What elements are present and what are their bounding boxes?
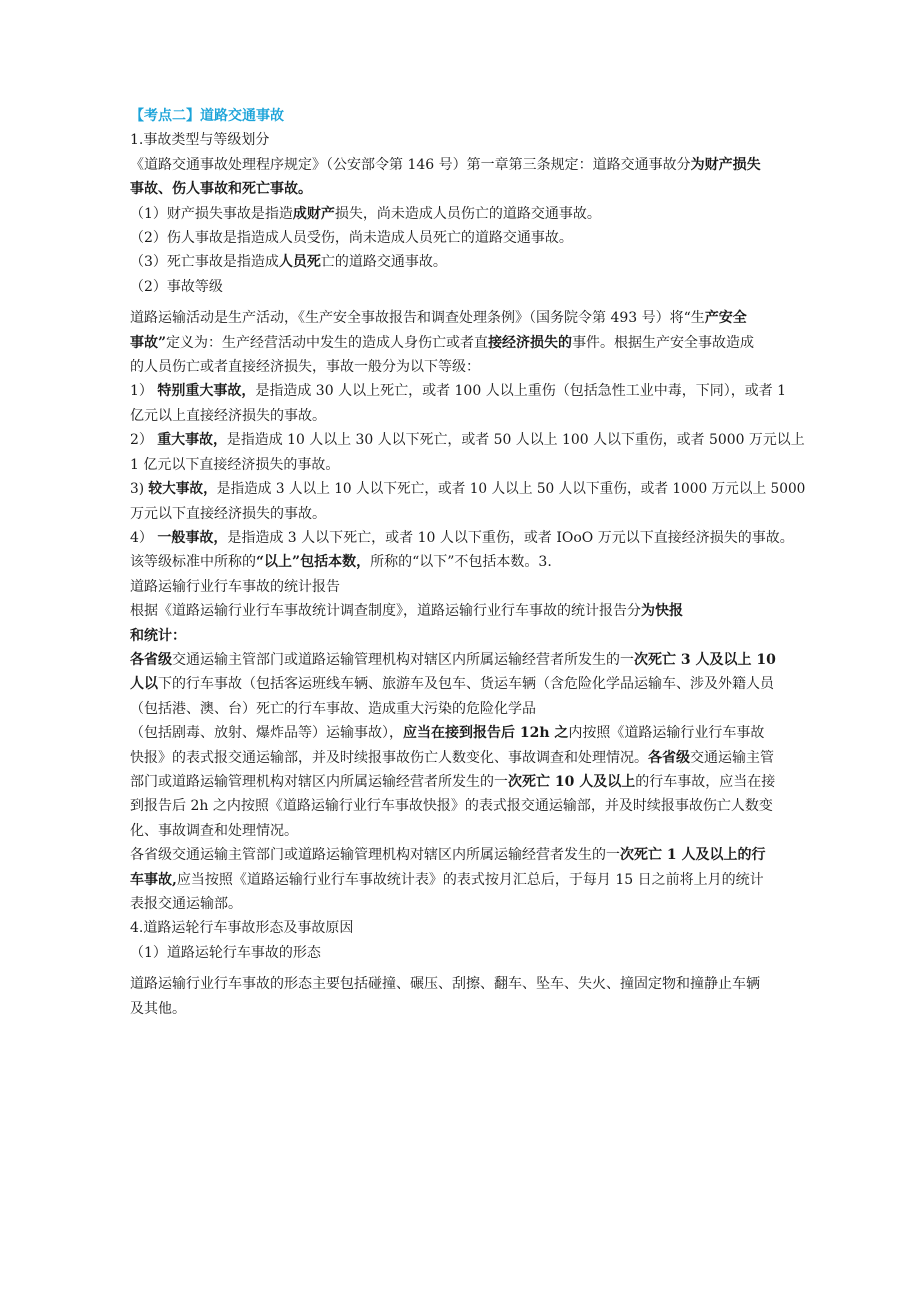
bold-text: 和统计： — [130, 627, 186, 644]
text-segment: 根据《道路运输行业行车事故统计调查制度》，道路运输行业行车事故的统计报告分 — [130, 603, 641, 620]
bold-text: 产安全 — [704, 310, 747, 327]
bold-text: 事故、伤人事故和死亡事故。 — [130, 181, 312, 198]
text-line — [130, 202, 805, 226]
text-segment: 是指造成 3 人以下死亡，或者 10 人以下重伤，或者 IOoO 万元以下直接经济损失的事故。 — [227, 529, 794, 546]
bold-text: 人员死 — [278, 254, 321, 271]
text-line — [130, 526, 805, 550]
text-segment: 所称的“以下”不包括本数。3. — [370, 554, 552, 571]
text-line — [130, 892, 805, 916]
text-line — [130, 250, 805, 274]
text-line — [130, 819, 805, 843]
bold-text: 一般事故， — [157, 529, 228, 546]
text-line — [130, 177, 805, 201]
text-line — [130, 746, 805, 770]
text-line — [130, 128, 805, 152]
text-line — [130, 868, 805, 892]
text-segment: 3) — [130, 481, 149, 498]
text-line — [130, 575, 805, 599]
text-segment: （2）伤人事故是指造成人员受伤，尚未造成人员死亡的道路交通事故。 — [130, 230, 573, 247]
text-segment: 1.事故类型与等级划分 — [130, 132, 270, 149]
text-line — [130, 453, 805, 477]
bold-text: 次死亡 3 人及以上 10 — [634, 651, 776, 668]
bold-text: 次死亡 10 人及以上 — [508, 773, 636, 790]
text-line — [130, 550, 805, 574]
text-segment: 《道路交通事故处理程序规定》（公安部令第 146 号）第一章第三条规定：道路交通事故分 — [130, 156, 691, 173]
text-line — [130, 997, 805, 1021]
text-segment: （2）事故等级 — [130, 278, 223, 295]
text-line — [130, 624, 805, 648]
bold-text: 各省级 — [648, 749, 690, 766]
text-segment: 部门或道路运输管理机构对辖区内所属运输经营者所发生的一 — [130, 773, 508, 790]
text-segment: 应当按照《道路运输行业行车事故统计表》的表式按月汇总后，于每月 15 日之前将上月的统计 — [176, 871, 764, 888]
bold-text: 成财产 — [292, 205, 335, 222]
text-segment: 1） — [130, 383, 158, 400]
text-segment: 是指造成 10 人以上 30 人以下死亡，或者 50 人以上 100 人以下重伤，或者 5000 万元以上 — [226, 432, 805, 449]
text-segment: 交通运输主管部门或道路运输管理机构对辖区内所属运输经营者所发生的一 — [172, 651, 634, 668]
text-segment: 亿元以上直接经济损失的事故。 — [130, 407, 326, 424]
text-line — [130, 599, 805, 623]
text-segment: 是指造成 3 人以上 10 人以下死亡，或者 10 人以上 50 人以下重伤，或者 1000 万元以上 5000 — [216, 481, 806, 498]
text-line — [130, 226, 805, 250]
text-segment: 及其他。 — [130, 1000, 186, 1017]
text-segment: 化、事故调查和处理情况。 — [130, 822, 298, 839]
text-segment: 交通运输主管 — [690, 749, 774, 766]
bold-text: 较大事故， — [148, 481, 217, 498]
bold-text: 事故” — [130, 334, 167, 351]
bold-text: 接经济损失的 — [488, 334, 573, 351]
text-line — [130, 331, 805, 355]
text-line — [130, 721, 805, 745]
text-line — [130, 306, 805, 330]
text-segment: （包括剧毒、放射、爆炸品等）运输事故）， — [130, 725, 403, 742]
text-segment: 2） — [130, 432, 158, 449]
text-segment: 是指造成 30 人以上死亡，或者 100 人以上重伤（包括急性工业中毒，下同），或者 1 — [255, 383, 787, 400]
bold-text: “以上”包括本数， — [256, 554, 371, 571]
text-segment: （1）道路运轮行车事故的形态 — [130, 944, 321, 961]
text-line — [130, 379, 805, 403]
text-line — [130, 404, 805, 428]
text-line — [130, 794, 805, 818]
text-segment: （包括港、澳、台）死亡的行车事故、造成重大污染的危险化学品 — [130, 700, 536, 717]
bold-text: 应当在接到报告后 12h 之 — [403, 725, 569, 742]
text-line — [130, 972, 805, 996]
text-segment: 道路运输行业行车事故的形态主要包括碰撞、碾压、刮擦、翻车、坠车、失火、撞固定物和撞静止车辆 — [130, 976, 760, 993]
bold-text: 人以 — [130, 676, 158, 693]
text-line — [130, 477, 806, 501]
section-title: 【考点二】道路交通事故 — [130, 108, 284, 124]
bold-text: 次死亡 1 人及以上的行 — [620, 847, 766, 864]
text-segment: 该等级标准中所称的 — [130, 554, 256, 571]
text-line — [130, 843, 805, 867]
text-segment: 内按照《道路运输行业行车事故 — [568, 725, 765, 742]
text-segment: 的人员伤亡或者直接经济损失，事故一般分为以下等级： — [130, 359, 480, 376]
text-segment: 各省级交通运输主管部门或道路运输管理机构对辖区内所属运输经营者发生的一 — [130, 847, 620, 864]
text-line — [130, 648, 805, 672]
text-segment: 定义为：生产经营活动中发生的造成人身伤亡或者直 — [166, 334, 489, 351]
text-segment: 万元以下直接经济损失的事故。 — [130, 505, 326, 522]
text-segment: 4） — [130, 529, 158, 546]
text-segment: 1 亿元以下直接经济损失的事故。 — [130, 456, 340, 473]
bold-text: 重大事故， — [157, 432, 227, 449]
bold-text: 为快报 — [641, 603, 683, 620]
text-segment: 快报》的表式报交通运输部，并及时续报事故伤亡人数变化、事故调查和处理情况。 — [130, 749, 648, 766]
document-body — [130, 104, 805, 1021]
text-segment: 事件。根据生产安全事故造成 — [572, 334, 755, 351]
text-line — [130, 275, 805, 299]
text-segment: 道路运输活动是生产活动，《生产安全事故报告和调查处理条例》（国务院令第 493 号）将“生 — [130, 310, 705, 327]
bold-text: 各省级 — [130, 651, 172, 668]
text-line — [130, 916, 805, 940]
text-segment: 4.道路运轮行车事故形态及事故原因 — [130, 920, 354, 937]
text-line — [130, 672, 805, 696]
text-line — [130, 428, 805, 452]
text-segment: 表报交通运输部。 — [130, 896, 242, 912]
text-segment: 下的行车事故（包括客运班线车辆、旅游车及包车、货运车辆（含危险化学品运输车、涉及外籍人员 — [158, 676, 774, 693]
text-segment: （3）死亡事故是指造成 — [130, 254, 279, 271]
text-segment: （1）财产损失事故是指造 — [130, 205, 293, 222]
bold-text: 车事故, — [130, 871, 177, 888]
text-line — [130, 502, 805, 526]
text-segment: 到报告后 2h 之内按照《道路运输行业行车事故快报》的表式报交通运输部，并及时续报事故伤亡人数变 — [130, 798, 773, 815]
text-line — [130, 355, 805, 379]
document-lines — [130, 128, 805, 1021]
text-line — [130, 941, 805, 965]
text-segment: 道路运输行业行车事故的统计报告 — [130, 578, 340, 595]
bold-text: 为财产损失 — [690, 156, 761, 173]
text-line — [130, 770, 805, 794]
text-segment: 损失，尚未造成人员伤亡的道路交通事故。 — [334, 205, 601, 222]
text-segment: 亡的道路交通事故。 — [320, 254, 447, 271]
text-line — [130, 153, 805, 177]
text-line — [130, 697, 805, 721]
text-segment: 的行车事故，应当在接 — [635, 773, 776, 790]
bold-text: 特别重大事故， — [157, 383, 256, 400]
